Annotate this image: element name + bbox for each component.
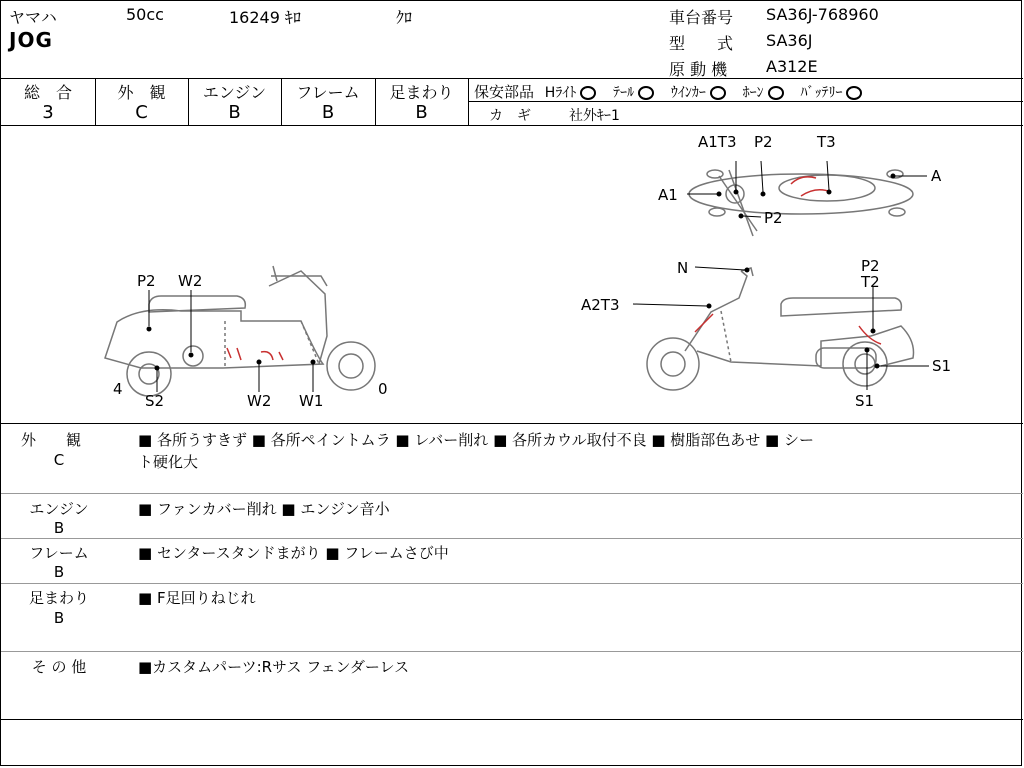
note-exterior-text-2: ト硬化大 xyxy=(138,453,199,471)
divider xyxy=(1,719,1023,720)
horn-label: ﾎｰﾝ xyxy=(742,85,764,101)
label-top-A: A xyxy=(931,167,942,185)
type-value: SA36J xyxy=(766,31,813,50)
winker-label: ｳｲﾝｶｰ xyxy=(670,85,706,101)
ok-circle-icon xyxy=(710,86,726,100)
maker: ヤマハ xyxy=(9,8,57,27)
note-suspension-grade: B xyxy=(53,609,65,627)
label-top-T3: T3 xyxy=(817,133,836,151)
top-view-scooter xyxy=(689,170,913,236)
grade-exterior-label: 外 観 xyxy=(117,83,166,102)
grade-frame: B xyxy=(321,102,335,123)
label-right-S1b: S1 xyxy=(855,392,875,410)
color: ｸﾛ xyxy=(396,8,413,27)
headlight-label: Hﾗｲﾄ xyxy=(544,85,577,101)
label-left-0: 0 xyxy=(378,380,388,398)
grade-overall-label: 総 合 xyxy=(23,83,72,102)
note-exterior-text: ■ 各所うすきず ■ 各所ペイントムラ ■ レバー削れ ■ 各所カウル取付不良 ■ 樹脂部色あせ ■ シー xyxy=(138,431,814,449)
note-frame-grade: B xyxy=(53,563,65,581)
grade-suspension: B xyxy=(415,102,428,123)
safety-label: 保安部品 xyxy=(474,83,535,101)
grade-engine: B xyxy=(228,102,241,123)
divider xyxy=(1,423,1023,424)
note-suspension-text: ■ F足回りねじれ xyxy=(138,589,256,607)
divider xyxy=(1,493,1023,494)
grade-exterior: C xyxy=(135,102,148,123)
ok-circle-icon xyxy=(580,86,596,100)
divider xyxy=(1,78,1023,79)
damage-diagram xyxy=(1,126,1023,423)
label-top-A1: A1 xyxy=(658,186,678,204)
label-top-P2: P2 xyxy=(754,133,773,151)
divider xyxy=(1,651,1023,652)
engine-label: 原 動 機 xyxy=(669,60,728,79)
label-top-A1T3: A1T3 xyxy=(698,133,737,151)
note-frame-label: フレーム xyxy=(29,544,89,562)
ok-circle-icon xyxy=(638,86,654,100)
label-right-S1: S1 xyxy=(932,357,952,375)
label-right-T2: T2 xyxy=(861,273,880,291)
type-label: 型 式 xyxy=(669,34,734,53)
label-left-W2: W2 xyxy=(178,272,203,290)
label-right-P2: P2 xyxy=(861,257,880,275)
label-left-P2: P2 xyxy=(137,272,156,290)
grade-engine-label: エンジン xyxy=(202,83,267,102)
note-other-text: ■カスタムパーツ:Rサス フェンダーレス xyxy=(138,658,410,676)
battery-label: ﾊﾞｯﾃﾘｰ xyxy=(800,85,843,101)
label-left-W2b: W2 xyxy=(247,392,272,410)
divider xyxy=(1,583,1023,584)
key-label: カ ギ xyxy=(489,108,531,124)
displacement: 50cc xyxy=(126,5,164,24)
label-top-P2b: P2 xyxy=(764,209,783,227)
mileage: 16249 ｷﾛ xyxy=(229,8,301,27)
safety-row xyxy=(474,81,862,102)
note-other-label: そ の 他 xyxy=(31,658,87,676)
note-engine-grade: B xyxy=(53,519,65,537)
grade-frame-label: フレーム xyxy=(296,83,360,102)
label-right-N: N xyxy=(677,259,689,277)
frame-no-label: 車台番号 xyxy=(669,8,734,27)
label-right-A2T3: A2T3 xyxy=(581,296,620,314)
ok-circle-icon xyxy=(846,86,862,100)
note-exterior-label: 外 観 xyxy=(20,431,81,449)
note-frame-text: ■ センタースタンドまがり ■ フレームさび中 xyxy=(138,544,449,562)
ok-circle-icon xyxy=(768,86,784,100)
label-left-4: 4 xyxy=(113,380,123,398)
divider xyxy=(468,78,469,125)
frame-no: SA36J-768960 xyxy=(766,5,879,24)
key-value: 社外ｷｰ1 xyxy=(569,108,620,124)
divider xyxy=(1,538,1023,539)
note-engine-text: ■ ファンカバー削れ ■ エンジン音小 xyxy=(138,500,390,518)
label-left-S2: S2 xyxy=(145,392,165,410)
tail-label: ﾃｰﾙ xyxy=(613,85,635,101)
note-exterior-grade: C xyxy=(53,451,65,469)
grade-overall: 3 xyxy=(42,102,54,123)
engine-value: A312E xyxy=(766,57,818,76)
model-name: JOG xyxy=(9,28,53,52)
grade-suspension-label: 足まわり xyxy=(389,83,454,102)
note-suspension-label: 足まわり xyxy=(28,589,89,607)
note-engine-label: エンジン xyxy=(29,500,89,518)
label-left-W1: W1 xyxy=(299,392,324,410)
